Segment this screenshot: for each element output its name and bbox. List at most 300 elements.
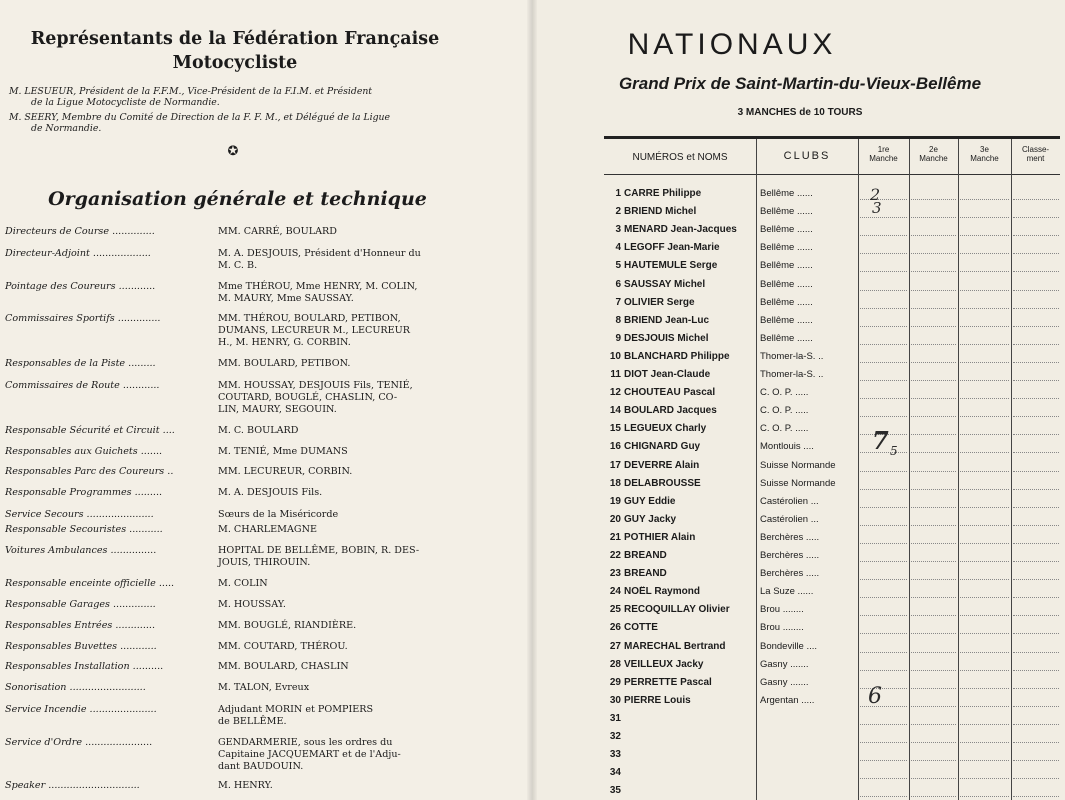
table-row — [604, 294, 1060, 312]
score-cell-rule — [1013, 706, 1059, 707]
score-cell-rule — [1013, 561, 1059, 562]
rider-number: 25 — [609, 604, 621, 616]
score-cell-rule — [1013, 652, 1059, 653]
score-cell-rule — [911, 688, 956, 689]
table-row — [604, 257, 1060, 275]
score-cell-rule — [1013, 308, 1059, 309]
rider-number: 30 — [609, 694, 621, 706]
score-cell-rule — [960, 326, 1009, 327]
org-role: Responsable enceinte officielle ..... — [5, 578, 175, 589]
org-person: MM. BOUGLÉ, RIANDIÈRE. — [218, 620, 357, 631]
score-cell-rule — [960, 652, 1009, 653]
table-row — [604, 728, 1060, 746]
rider-club: Brou ........ — [760, 622, 804, 634]
score-cell-rule — [911, 507, 956, 508]
org-role: Service d'Ordre ...................... — [5, 737, 153, 748]
score-cell-rule — [1013, 507, 1059, 508]
rider-club: Thomer-la-S. .. — [760, 369, 824, 380]
rider-club: Castérolien ... — [760, 495, 819, 507]
org-role: Directeurs de Course .............. — [5, 226, 155, 237]
table-row — [604, 619, 1060, 637]
score-cell-rule — [960, 796, 1009, 797]
table-row — [604, 330, 1060, 348]
table-row — [604, 239, 1060, 257]
header-clubs: CLUBS — [783, 150, 831, 162]
score-cell-rule — [1013, 452, 1059, 453]
header-manche-3-label: Manche — [970, 154, 999, 163]
rider-name: OLIVIER Serge — [624, 296, 695, 308]
header-manche-3-ordinal: 3e — [980, 145, 989, 154]
score-cell-rule — [1013, 724, 1059, 725]
table-row — [604, 366, 1060, 384]
rider-number: 14 — [609, 405, 621, 417]
score-cell-rule — [911, 561, 956, 562]
table-row — [604, 710, 1060, 728]
org-role: Pointage des Coureurs ............ — [5, 281, 156, 292]
ffm-member-line2: de Normandie. — [31, 123, 102, 134]
score-cell-rule — [911, 706, 956, 707]
rider-number: 26 — [609, 622, 621, 634]
org-role: Service Incendie ...................... — [5, 704, 157, 715]
handwritten-mark-2: 3 — [872, 199, 882, 217]
table-row — [604, 203, 1060, 221]
score-cell-rule — [860, 380, 907, 381]
rider-number: 8 — [615, 314, 621, 326]
ffm-title-line2: Motocycliste — [172, 53, 298, 73]
org-role: Directeur-Adjoint ................... — [5, 248, 151, 259]
rider-club: Bondeville .... — [760, 640, 818, 652]
header-manche-2-ordinal: 2e — [929, 145, 938, 154]
rider-club: Bellême ...... — [760, 332, 813, 344]
org-role: Responsable Secouristes ........... — [5, 524, 163, 535]
rider-name: DIOT Jean-Claude — [624, 369, 711, 380]
org-person: MM. CARRÉ, BOULARD — [218, 226, 337, 237]
rider-number: 23 — [609, 568, 621, 580]
score-cell-rule — [860, 742, 907, 743]
org-role: Commissaires de Route ............ — [5, 380, 160, 391]
org-person: Mme THÉROU, Mme HENRY, M. COLIN, M. MAURY, Mme SAUSSAY. — [218, 281, 418, 304]
rider-club: Castérolien ... — [760, 513, 819, 525]
manches-subtitle: 3 MANCHES de 10 TOURS — [737, 107, 863, 118]
score-cell-rule — [960, 543, 1009, 544]
rider-name: VEILLEUX Jacky — [624, 658, 704, 670]
score-cell-rule — [960, 344, 1009, 345]
score-cell-rule — [860, 633, 907, 634]
table-row — [604, 348, 1060, 366]
score-cell-rule — [860, 253, 907, 254]
rider-club: Suisse Normande — [760, 477, 836, 489]
rider-number: 5 — [615, 260, 621, 272]
rider-number: 27 — [609, 640, 621, 652]
grand-prix-title: Grand Prix de Saint-Martin-du-Vieux-Bellême — [618, 74, 982, 93]
rider-club: Bellême ...... — [760, 242, 813, 254]
score-cell-rule — [1013, 742, 1059, 743]
score-cell-rule — [911, 434, 956, 435]
rider-name: CARRE Philippe — [624, 188, 702, 199]
score-cell-rule — [911, 760, 956, 761]
table-row — [604, 746, 1060, 764]
score-cell-rule — [860, 489, 907, 490]
rider-number: 21 — [609, 531, 621, 543]
score-cell-rule — [1013, 633, 1059, 634]
ffm-member-line2: de la Ligue Motocycliste de Normandie. — [31, 97, 220, 108]
header-manche-1-ordinal: 1re — [877, 145, 890, 154]
score-cell-rule — [960, 452, 1009, 453]
nationaux-title: NATIONAUX — [627, 28, 837, 61]
score-cell-rule — [1013, 615, 1059, 616]
org-person: M. A. DESJOUIS, Président d'Honneur du M. C. B. — [218, 248, 421, 271]
score-cell-rule — [911, 308, 956, 309]
rider-club: Gasny ....... — [760, 658, 809, 670]
ffm-member-line1: M. SEERY, Membre du Comité de Direction de la F. F. M., et Délégué de la Ligue — [9, 112, 391, 123]
score-cell-rule — [960, 760, 1009, 761]
score-cell-rule — [1013, 543, 1059, 544]
score-cell-rule — [1013, 253, 1059, 254]
score-cell-rule — [1013, 217, 1059, 218]
score-cell-rule — [1013, 525, 1059, 526]
org-person: GENDARMERIE, sous les ordres du Capitaine JACQUEMART et de l'Adju- dant BAUDOUIN. — [218, 737, 401, 772]
score-cell-rule — [911, 290, 956, 291]
table-row — [604, 638, 1060, 656]
ffm-member-line1: M. LESUEUR, Président de la F.F.M., Vice-Président de la F.I.M. et Président — [9, 86, 373, 97]
table-row — [604, 420, 1060, 438]
score-cell-rule — [911, 742, 956, 743]
rider-name: PIERRE Louis — [624, 694, 691, 706]
rider-club: Berchères ..... — [760, 531, 820, 543]
score-cell-rule — [911, 344, 956, 345]
org-person: HOPITAL DE BELLÊME, BOBIN, R. DES- JOUIS, THIROUIN. — [218, 545, 420, 568]
score-cell-rule — [860, 525, 907, 526]
score-cell-rule — [960, 489, 1009, 490]
header-classement-line2: ment — [1026, 154, 1045, 163]
score-cell-rule — [1013, 434, 1059, 435]
header-manche-2 — [909, 145, 958, 180]
score-cell-rule — [860, 290, 907, 291]
header-classement-line1: Classe- — [1021, 145, 1050, 154]
score-cell-rule — [960, 742, 1009, 743]
score-cell-rule — [960, 778, 1009, 779]
org-role: Responsable Garages .............. — [5, 599, 156, 610]
score-cell-rule — [860, 507, 907, 508]
rider-number: 22 — [609, 550, 621, 561]
score-cell-rule — [860, 796, 907, 797]
rider-name: BREAND — [624, 568, 667, 580]
rider-number: 33 — [609, 749, 621, 761]
rider-club: C. O. P. ..... — [760, 423, 809, 435]
score-cell-rule — [1013, 688, 1059, 689]
score-cell-rule — [1013, 235, 1059, 236]
rider-name: SAUSSAY Michel — [624, 278, 706, 290]
score-cell-rule — [860, 217, 907, 218]
rider-club: Bellême ...... — [760, 278, 813, 290]
rider-club: Suisse Normande — [760, 459, 836, 471]
org-role: Responsable Sécurité et Circuit .... — [5, 425, 175, 436]
rider-club: Bellême ...... — [760, 206, 813, 218]
table-row — [604, 565, 1060, 583]
score-cell-rule — [860, 235, 907, 236]
ffm-title-line1: Représentants de la Fédération Française — [30, 29, 440, 49]
table-row — [604, 692, 1060, 710]
table-row — [604, 583, 1060, 601]
org-person: Adjudant MORIN et POMPIERS de BELLÊME. — [218, 704, 374, 727]
rider-name: DEVERRE Alain — [624, 459, 700, 471]
handwritten-mark-16: 7 — [872, 426, 889, 455]
score-cell-rule — [1013, 344, 1059, 345]
rider-name: COTTE — [624, 622, 658, 634]
org-person: M. HOUSSAY. — [218, 599, 286, 610]
rider-number: 4 — [615, 242, 621, 254]
ffm-member-seery — [9, 112, 464, 134]
rider-club: Brou ........ — [760, 604, 804, 616]
header-manche-3 — [958, 145, 1011, 180]
score-cell-rule — [860, 543, 907, 544]
score-cell-rule — [960, 507, 1009, 508]
table-row — [604, 601, 1060, 619]
score-cell-rule — [1013, 471, 1059, 472]
score-cell-rule — [860, 199, 907, 200]
rider-name: GUY Jacky — [624, 513, 677, 525]
table-top-rule — [604, 136, 1060, 139]
org-person: M. HENRY. — [218, 780, 273, 791]
score-cell-rule — [1013, 778, 1059, 779]
score-cell-rule — [960, 688, 1009, 689]
rider-name: NOËL Raymond — [624, 586, 700, 598]
rider-name: BOULARD Jacques — [624, 405, 717, 417]
score-cell-rule — [911, 362, 956, 363]
score-cell-rule — [1013, 796, 1059, 797]
org-person: MM. BOULARD, PETIBON. — [218, 358, 351, 369]
header-classement — [1011, 145, 1060, 180]
org-role: Responsables Buvettes ............ — [5, 641, 157, 652]
rider-name: POTHIER Alain — [624, 531, 696, 543]
score-cell-rule — [960, 271, 1009, 272]
score-cell-rule — [860, 670, 907, 671]
org-person: MM. LECUREUR, CORBIN. — [218, 466, 353, 477]
table-row — [604, 457, 1060, 475]
score-cell-rule — [911, 489, 956, 490]
score-cell-rule — [911, 199, 956, 200]
org-role: Sonorisation ......................... — [5, 682, 146, 693]
score-cell-rule — [911, 452, 956, 453]
header-manche-2-label: Manche — [919, 154, 948, 163]
rider-number: 11 — [610, 369, 621, 380]
score-cell-rule — [960, 380, 1009, 381]
org-role: Responsables Parc des Coureurs .. — [5, 466, 174, 477]
score-cell-rule — [960, 471, 1009, 472]
score-cell-rule — [860, 416, 907, 417]
org-person: M. COLIN — [218, 578, 268, 589]
org-role: Speaker .............................. — [5, 780, 140, 791]
rider-number: 35 — [609, 785, 621, 797]
rider-number: 34 — [609, 767, 621, 779]
org-role: Commissaires Sportifs .............. — [5, 313, 161, 324]
rider-number: 32 — [609, 731, 621, 742]
table-row — [604, 185, 1060, 203]
score-cell-rule — [911, 579, 956, 580]
score-cell-rule — [1013, 670, 1059, 671]
score-cell-rule — [860, 362, 907, 363]
score-cell-rule — [1013, 290, 1059, 291]
org-role: Responsable Programmes ......... — [5, 487, 163, 498]
score-cell-rule — [960, 561, 1009, 562]
rider-club: C. O. P. ..... — [760, 405, 809, 417]
org-person: M. C. BOULARD — [218, 425, 299, 436]
score-cell-rule — [960, 253, 1009, 254]
org-person: MM. BOULARD, CHASLIN — [218, 661, 349, 672]
rider-number: 2 — [615, 206, 621, 218]
org-person: M. A. DESJOUIS Fils. — [218, 487, 323, 498]
score-cell-rule — [1013, 760, 1059, 761]
table-row — [604, 529, 1060, 547]
score-cell-rule — [960, 235, 1009, 236]
org-person: MM. THÉROU, BOULARD, PETIBON, DUMANS, LECUREUR M., LECUREUR H., M. HENRY, G. CORBIN. — [218, 313, 410, 348]
table-row — [604, 656, 1060, 674]
score-cell-rule — [911, 416, 956, 417]
rider-number: 10 — [609, 350, 621, 362]
rider-name: BRIEND Jean-Luc — [624, 314, 710, 326]
score-cell-rule — [1013, 380, 1059, 381]
rider-name: MARECHAL Bertrand — [624, 640, 726, 652]
score-cell-rule — [860, 579, 907, 580]
rider-name: DELABROUSSE — [624, 477, 701, 489]
score-cell-rule — [1013, 362, 1059, 363]
score-cell-rule — [960, 434, 1009, 435]
table-row — [604, 384, 1060, 402]
score-cell-rule — [911, 217, 956, 218]
score-cell-rule — [911, 633, 956, 634]
rider-name: DESJOUIS Michel — [624, 332, 709, 344]
rider-table — [604, 136, 1060, 800]
rider-name: LEGOFF Jean-Marie — [624, 242, 720, 254]
score-cell-rule — [960, 199, 1009, 200]
org-role: Service Secours ...................... — [5, 509, 154, 520]
score-cell-rule — [1013, 199, 1059, 200]
org-role: Responsables aux Guichets ....... — [5, 446, 163, 457]
org-role: Responsables de la Piste ......... — [5, 358, 156, 369]
score-cell-rule — [960, 706, 1009, 707]
score-cell-rule — [911, 670, 956, 671]
score-cell-rule — [960, 217, 1009, 218]
score-cell-rule — [911, 235, 956, 236]
score-cell-rule — [860, 615, 907, 616]
handwritten-mark-30: 6 — [868, 684, 882, 709]
table-row — [604, 493, 1060, 511]
score-cell-rule — [960, 670, 1009, 671]
rider-club: Bellême ...... — [760, 224, 813, 236]
score-cell-rule — [860, 398, 907, 399]
rider-club: Argentan ..... — [760, 694, 815, 706]
rider-club: Montlouis .... — [760, 441, 814, 453]
rider-number: 3 — [615, 224, 621, 236]
score-cell-rule — [911, 271, 956, 272]
score-cell-rule — [960, 290, 1009, 291]
score-cell-rule — [860, 561, 907, 562]
score-cell-rule — [911, 380, 956, 381]
score-cell-rule — [860, 778, 907, 779]
table-row — [604, 221, 1060, 239]
score-cell-rule — [960, 308, 1009, 309]
rider-name: CHOUTEAU Pascal — [624, 387, 716, 399]
rider-number: 6 — [615, 278, 621, 290]
score-cell-rule — [911, 615, 956, 616]
org-role: Responsables Entrées ............. — [5, 620, 156, 631]
score-cell-rule — [911, 796, 956, 797]
header-manche-1-label: Manche — [869, 154, 898, 163]
page-fold — [527, 0, 537, 800]
score-cell-rule — [860, 271, 907, 272]
score-cell-rule — [1013, 597, 1059, 598]
handwritten-mark-1: 2 — [870, 185, 881, 204]
score-cell-rule — [911, 597, 956, 598]
score-cell-rule — [911, 778, 956, 779]
org-person: M. TALON, Evreux — [218, 682, 310, 693]
score-cell-rule — [1013, 416, 1059, 417]
rider-name: HAUTEMULE Serge — [624, 260, 718, 272]
rider-club: La Suze ...... — [760, 586, 814, 598]
rider-name: BREAND — [624, 550, 667, 561]
ffm-member-lesueur — [9, 86, 464, 108]
score-cell-rule — [960, 398, 1009, 399]
rider-number: 12 — [609, 387, 621, 399]
rider-number: 18 — [609, 477, 621, 489]
score-cell-rule — [860, 471, 907, 472]
score-cell-rule — [960, 724, 1009, 725]
rider-club: C. O. P. ..... — [760, 387, 809, 399]
rider-name: PERRETTE Pascal — [624, 676, 712, 688]
score-cell-rule — [911, 724, 956, 725]
org-role: Voitures Ambulances ............... — [5, 545, 157, 556]
rider-number: 19 — [609, 495, 621, 507]
score-cell-rule — [960, 633, 1009, 634]
table-row — [604, 402, 1060, 420]
score-cell-rule — [1013, 579, 1059, 580]
org-role: Responsables Installation .......... — [5, 661, 164, 672]
score-cell-rule — [911, 543, 956, 544]
org-person: M. CHARLEMAGNE — [218, 524, 317, 535]
score-cell-rule — [860, 652, 907, 653]
rider-club: Bellême ...... — [760, 296, 813, 308]
rider-number: 17 — [609, 459, 621, 471]
score-cell-rule — [960, 597, 1009, 598]
handwritten-mark-16b: 5 — [890, 444, 898, 458]
rider-club: Bellême ...... — [760, 188, 813, 199]
table-row — [604, 547, 1060, 565]
rider-club: Berchères ..... — [760, 568, 820, 580]
table-row — [604, 312, 1060, 330]
score-cell-rule — [911, 471, 956, 472]
rider-number: 31 — [609, 712, 621, 724]
score-cell-rule — [960, 362, 1009, 363]
rider-name: GUY Eddie — [624, 495, 676, 507]
score-cell-rule — [1013, 326, 1059, 327]
rider-number: 7 — [615, 296, 621, 308]
org-title: Organisation générale et technique — [48, 188, 427, 210]
rider-number: 9 — [615, 332, 621, 344]
rider-number: 24 — [609, 586, 621, 598]
rider-club: Bellême ...... — [760, 314, 813, 326]
org-person: MM. HOUSSAY, DESJOUIS Fils, TENIÉ, COUTARD, BOUGLÉ, CHASLIN, CO- LIN, MAURY, SEGOUIN. — [218, 380, 413, 415]
table-row — [604, 782, 1060, 800]
rider-name: BLANCHARD Philippe — [624, 350, 730, 362]
rider-club: Berchères ..... — [760, 550, 820, 561]
score-cell-rule — [860, 597, 907, 598]
rider-name: CHIGNARD Guy — [624, 441, 701, 453]
rider-number: 20 — [609, 513, 621, 525]
score-cell-rule — [960, 525, 1009, 526]
score-cell-rule — [911, 326, 956, 327]
header-manche-1 — [858, 145, 909, 180]
org-person: M. TENIÉ, Mme DUMANS — [218, 446, 348, 457]
